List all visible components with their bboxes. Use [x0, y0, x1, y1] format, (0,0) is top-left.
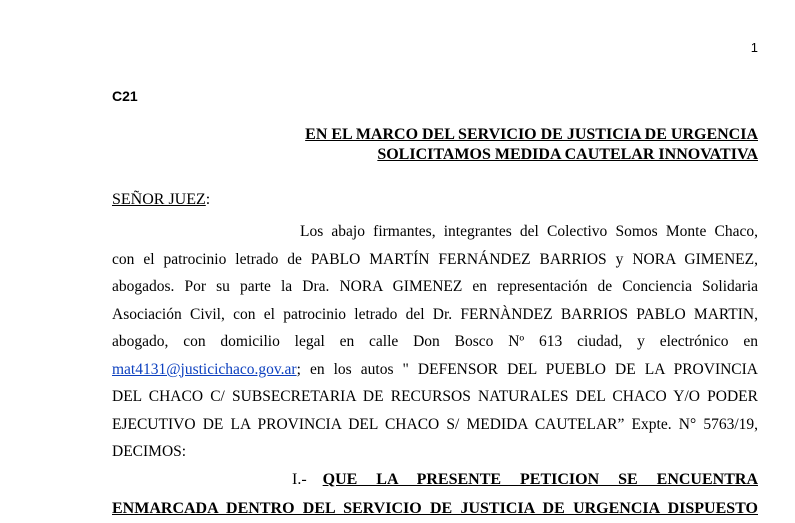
body-line-9: DECIMOS: [112, 443, 187, 460]
section-title-1: QUE LA PRESENTE PETICION SE ENCUENTRA [322, 471, 758, 488]
salutation-text: SEÑOR JUEZ [112, 191, 206, 208]
section-heading-line-2: ENMARCADA DENTRO DEL SERVICIO DE JUSTICIA DE URGENCIA DISPUESTO [112, 500, 758, 517]
section-heading [112, 465, 758, 523]
salutation [112, 191, 210, 209]
page-number: 1 [750, 40, 758, 55]
body-line-8: EJECUTIVO DE LA PROVINCIA DEL CHACO S/ MEDIDA CAUTELAR” Expte. N° 5763/19, [112, 415, 758, 433]
email-link[interactable]: mat4131@justicichaco.gov.ar [112, 360, 297, 378]
document-code: C21 [112, 88, 138, 104]
document-heading [305, 125, 758, 165]
heading-line-2: SOLICITAMOS MEDIDA CAUTELAR INNOVATIVA [377, 146, 758, 163]
salutation-colon: : [205, 191, 211, 208]
body-line-2: con el patrocinio letrado de PABLO MARTÍN FERNÁNDEZ BARRIOS y NORA GIMENEZ, [112, 250, 758, 268]
body-line-6 [112, 356, 758, 384]
body-paragraph [112, 218, 758, 466]
body-line-4: Asociación Civil, con el patrocinio letrado del Dr. FERNÀNDEZ BARRIOS PABLO MARTIN, [112, 305, 758, 323]
section-number: I.- [292, 471, 307, 488]
body-line-1: Los abajo firmantes, integrantes del Colectivo Somos Monte Chaco, [300, 223, 758, 240]
section-heading-line-1 [112, 465, 758, 494]
body-line-3: abogados. Por su parte la Dra. NORA GIMENEZ en representación de Conciencia Solidaria [112, 278, 758, 295]
body-line-7: DEL CHACO C/ SUBSECRETARIA DE RECURSOS NATURALES DEL CHACO Y/O PODER [112, 388, 758, 405]
body-line-5: abogado, con domicilio legal en calle Don Bosco Nº 613 ciudad, y electrónico en [112, 333, 758, 350]
heading-line-1: EN EL MARCO DEL SERVICIO DE JUSTICIA DE URGENCIA [305, 126, 758, 143]
body-line-6-rest: ; en los autos " DEFENSOR DEL PUEBLO DE LA PROVINCIA [296, 360, 758, 378]
